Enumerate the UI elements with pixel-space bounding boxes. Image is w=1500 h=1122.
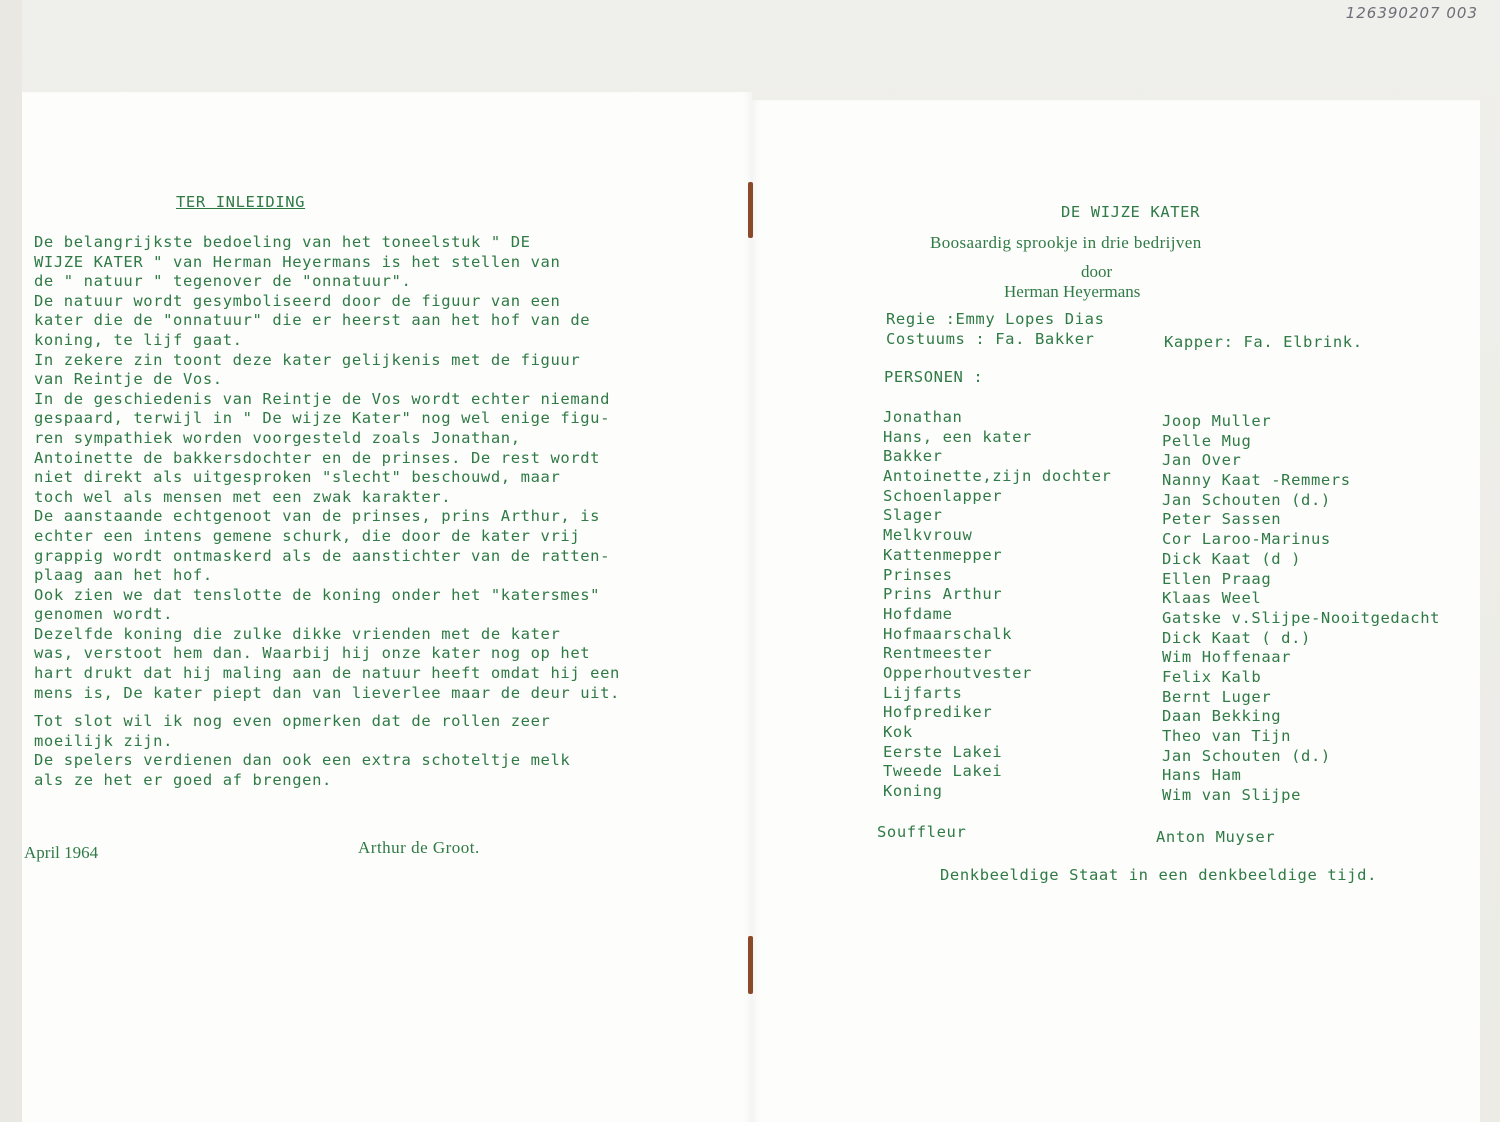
archive-number: 126390207 003 [1345, 4, 1478, 22]
cast-role: Kok [883, 723, 913, 741]
cast-actor: Klaas Weel [1162, 589, 1262, 608]
intro-line: ren sympathiek worden voorgesteld zoals Jonathan, [34, 428, 521, 447]
credit-regie: Regie :Emmy Lopes Dias [886, 310, 1105, 328]
cast-role: Tweede Lakei [883, 762, 1003, 781]
cast-actor: Dick Kaat ( d.) [1162, 628, 1311, 647]
cast-role: Lijfarts [883, 683, 963, 702]
cast-actor: Jan Schouten (d.) [1162, 490, 1331, 509]
intro-line: Dezelfde koning die zulke dikke vrienden met de kater [34, 624, 561, 643]
play-subtitle: Boosaardig sprookje in drie bedrijven [930, 233, 1202, 252]
cast-actor: Jan Over [1162, 451, 1242, 470]
intro-line: koning, te lijf gaat. [34, 330, 243, 349]
cast-role: Melkvrouw [883, 526, 973, 545]
intro-line: echter een intens gemene schurk, die door de kater vrij [34, 526, 581, 545]
intro-title: TER INLEIDING [176, 193, 306, 211]
cast-actor: Gatske v.Slijpe-Nooitgedacht [1162, 608, 1441, 627]
cast-role: Koning [883, 782, 943, 801]
souffleur-role: Souffleur [877, 823, 967, 841]
intro-line: genomen wordt. [34, 605, 174, 624]
cast-actor: Wim van Slijpe [1162, 786, 1302, 805]
intro-line: WIJZE KATER " van Herman Heyermans is het stellen van [34, 252, 561, 271]
intro-date: April 1964 [24, 843, 99, 862]
intro-line: van Reintje de Vos. [34, 370, 223, 389]
cast-role: Prins Arthur [883, 585, 1003, 604]
intro-line: In de geschiedenis van Reintje de Vos wordt echter niemand [34, 389, 611, 408]
cast-roles-list [883, 408, 1111, 802]
intro-line: de " natuur " tegenover de "onnatuur". [34, 272, 412, 291]
intro-text [34, 233, 620, 791]
closing-line: Tot slot wil ik nog even opmerken dat de rollen zeer [34, 712, 551, 731]
cast-actor: Dick Kaat (d ) [1162, 549, 1302, 568]
intro-line: mens is, De kater piept dan van lieverlee maar de deur uit. [34, 683, 620, 702]
cast-role: Bakker [883, 447, 943, 466]
intro-line: In zekere zin toont deze kater gelijkenis met de figuur [34, 350, 581, 369]
by-label: door [1081, 262, 1113, 281]
closing-line: als ze het er goed af brengen. [34, 771, 332, 790]
cover-edge [0, 0, 22, 1122]
cast-role: Slager [883, 506, 943, 525]
cast-actor: Theo van Tijn [1162, 727, 1292, 745]
cast-actors-list [1162, 412, 1440, 806]
credit-kapper: Kapper: Fa. Elbrink. [1164, 333, 1363, 351]
cast-actor: Felix Kalb [1162, 667, 1262, 686]
closing-line: De spelers verdienen dan ook een extra schoteltje melk [34, 751, 571, 770]
cast-actor: Cor Laroo-Marinus [1162, 530, 1331, 549]
intro-line: De aanstaande echtgenoot van de prinses, prins Arthur, is [34, 507, 601, 526]
intro-line: Ook zien we dat tenslotte de koning onder het "katersmes" [34, 585, 601, 604]
intro-line: Antoinette de bakkersdochter en de prinses. De rest wordt [34, 448, 601, 467]
cast-role: Kattenmepper [883, 545, 1003, 564]
closing-line: moeilijk zijn. [34, 731, 174, 750]
cast-role: Hofmaarschalk [883, 624, 1013, 643]
cast-role: Rentmeester [883, 644, 993, 663]
intro-line: De belangrijkste bedoeling van het toneelstuk " DE [34, 233, 531, 251]
cast-role: Hofprediker [883, 703, 993, 722]
intro-line: niet direkt als uitgesproken "slecht" beschouwd, maar [34, 468, 561, 487]
play-author: Herman Heyermans [1004, 282, 1141, 301]
intro-line: gespaard, terwijl in " De wijze Kater" nog wel enige figu- [34, 409, 611, 428]
cast-role: Hans, een kater [883, 427, 1032, 446]
staple-top [748, 182, 753, 238]
play-title: DE WIJZE KATER [1061, 203, 1201, 221]
cast-actor: Pelle Mug [1162, 431, 1252, 450]
credit-costuums: Costuums : Fa. Bakker [886, 330, 1095, 348]
intro-line: kater die de "onnatuur" die er heerst aan het hof van de [34, 311, 591, 330]
cast-role: Prinses [883, 565, 953, 584]
cast-role: Jonathan [883, 408, 963, 426]
cast-role: Eerste Lakei [883, 742, 1003, 761]
cast-actor: Ellen Praag [1162, 569, 1272, 588]
intro-line: was, verstoot hem dan. Waarbij hij onze kater nog op het [34, 644, 591, 663]
play-setting: Denkbeeldige Staat in een denkbeeldige tijd. [940, 866, 1377, 884]
intro-line: toch wel als mensen met een zwak karakter. [34, 487, 452, 506]
intro-line: grappig wordt ontmaskerd als de aanstichter van de ratten- [34, 546, 611, 565]
cast-actor: Hans Ham [1162, 766, 1242, 785]
cast-actor: Joop Muller [1162, 412, 1272, 430]
cast-role: Opperhoutvester [883, 663, 1032, 682]
cast-role: Antoinette,zijn dochter [883, 467, 1112, 486]
intro-line: hart drukt dat hij maling aan de natuur heeft omdat hij een [34, 664, 620, 683]
cast-actor: Jan Schouten (d.) [1162, 746, 1331, 765]
intro-signature: Arthur de Groot. [358, 838, 480, 857]
souffleur-name: Anton Muyser [1156, 828, 1276, 846]
cast-actor: Nanny Kaat -Remmers [1162, 471, 1351, 490]
cast-heading: PERSONEN : [884, 368, 984, 386]
cast-actor: Bernt Luger [1162, 687, 1272, 706]
intro-line: De natuur wordt gesymboliseerd door de figuur van een [34, 291, 561, 310]
cast-actor: Peter Sassen [1162, 510, 1282, 529]
cast-actor: Daan Bekking [1162, 707, 1282, 726]
intro-line: plaag aan het hof. [34, 566, 213, 585]
staple-bottom [748, 936, 753, 994]
cast-role: Hofdame [883, 604, 953, 623]
cast-actor: Wim Hoffenaar [1162, 648, 1292, 667]
cast-role: Schoenlapper [883, 486, 1003, 505]
